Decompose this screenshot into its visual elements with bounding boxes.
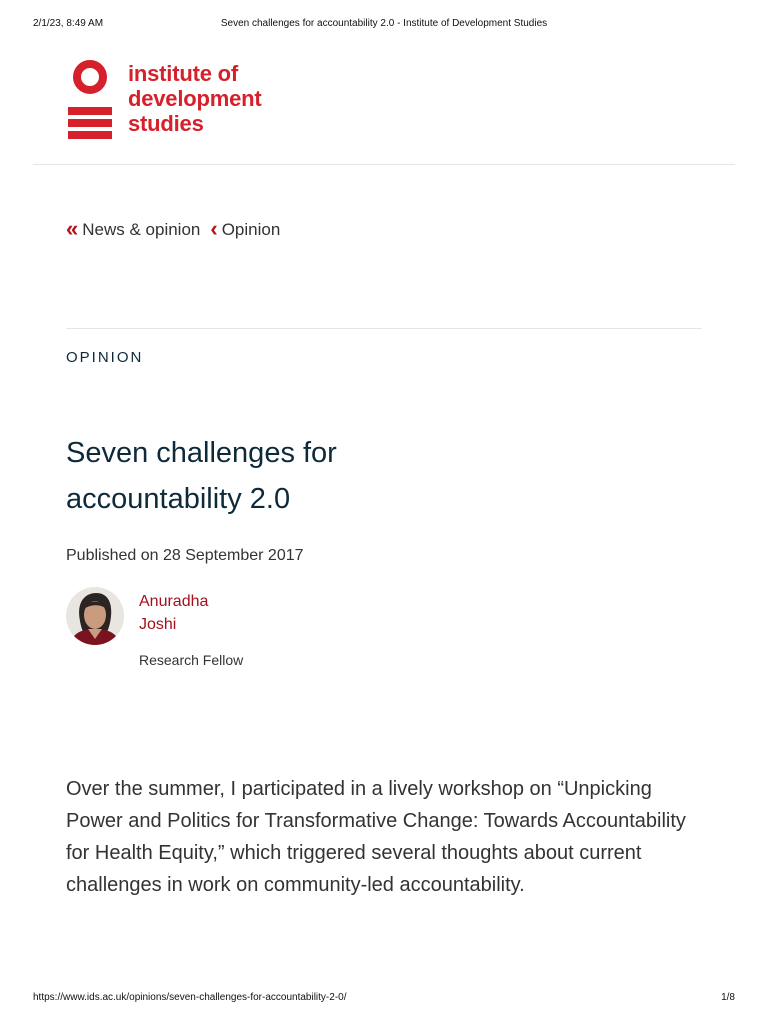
print-page-number: 1/8 [721, 992, 735, 1003]
chevron-left-icon: ‹ [210, 216, 218, 241]
print-footer [33, 992, 735, 1006]
logo-wordmark [128, 61, 262, 136]
article-title: Seven challenges for accountability 2.0 [66, 437, 337, 515]
published-date: Published on 28 September 2017 [66, 547, 304, 564]
author-portrait-icon [66, 587, 124, 645]
breadcrumb [66, 218, 280, 242]
logo-line-2: development [128, 86, 262, 111]
section-divider [66, 328, 702, 329]
ids-logo-mark-icon [66, 60, 114, 140]
print-url: https://www.ids.ac.uk/opinions/seven-challenges-for-accountability-2-0/ [33, 992, 347, 1003]
ids-logo[interactable] [66, 60, 296, 142]
article-intro: Over the summer, I participated in a lively workshop on “Unpicking Power and Politics for Transformative Change: Towards Accountability for Health Equity,” which triggered several thoughts about current challenges in work on community-led accountability. [66, 778, 686, 896]
author-role: Research Fellow [139, 652, 244, 668]
double-chevron-left-icon: « [66, 216, 79, 241]
logo-line-1: institute of [128, 61, 239, 86]
print-page-title: Seven challenges for accountability 2.0 - Institute of Development Studies [220, 18, 548, 29]
article-category[interactable]: OPINION [66, 349, 144, 366]
print-header [33, 18, 735, 32]
logo-line-3: studies [128, 111, 204, 136]
print-datetime: 2/1/23, 8:49 AM [33, 18, 104, 29]
breadcrumb-link-opinion[interactable]: Opinion [221, 220, 281, 239]
author-name-link[interactable] [139, 590, 259, 636]
header-divider [33, 164, 735, 165]
author-avatar[interactable] [66, 587, 124, 645]
author-first-name: Anuradha [139, 593, 209, 610]
breadcrumb-link-news-opinion[interactable]: News & opinion [82, 220, 201, 239]
author-last-name: Joshi [139, 616, 177, 633]
